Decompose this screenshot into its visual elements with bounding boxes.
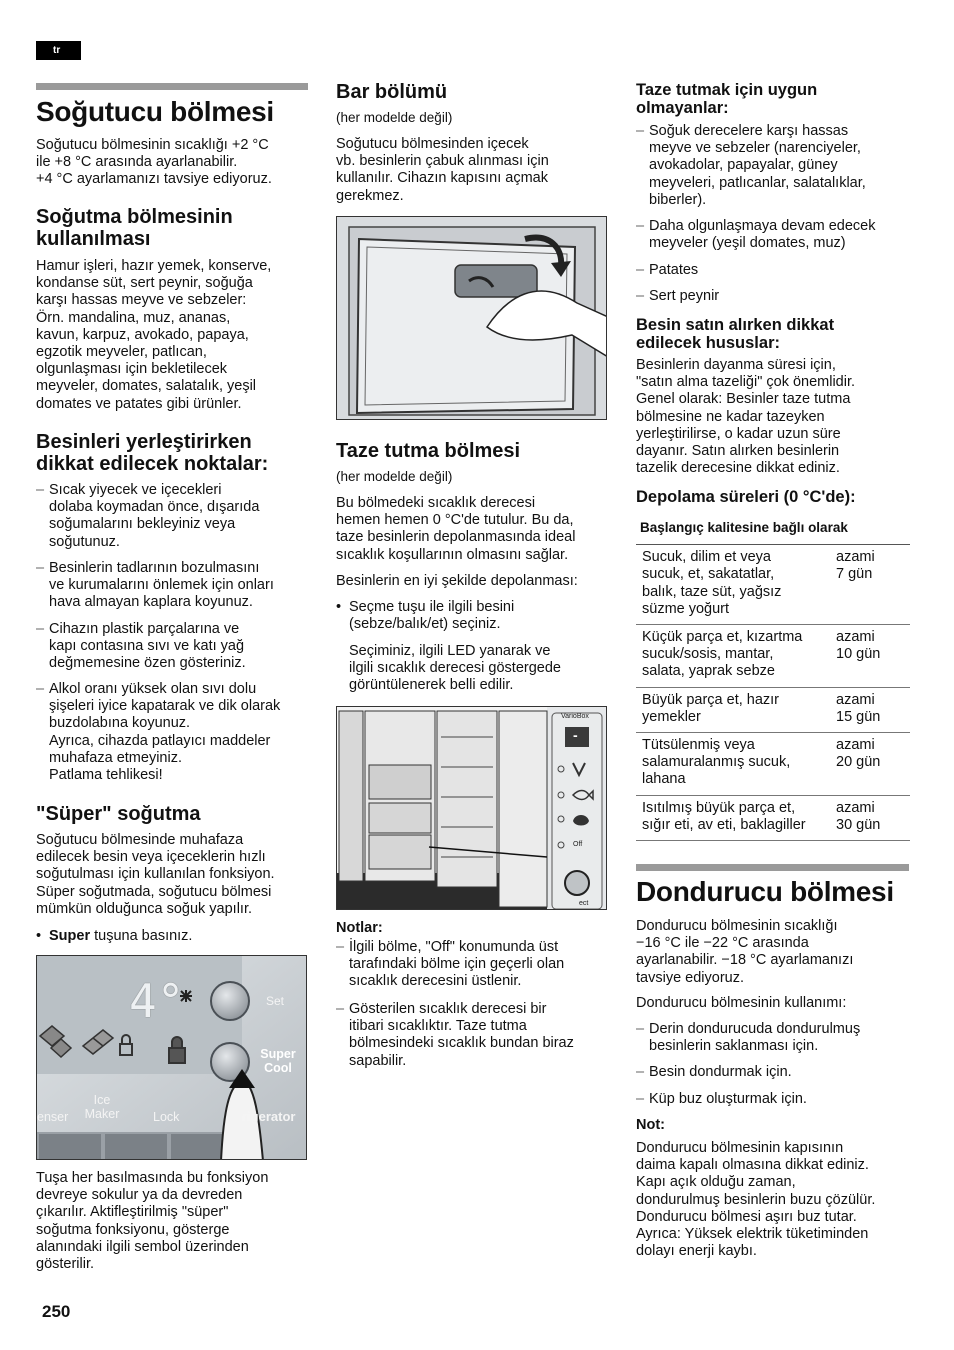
- text-line: ve kurumalarını önlemek için onları: [49, 577, 274, 594]
- text-line: salamuralanmış sucuk,: [642, 754, 791, 771]
- table-row: [636, 733, 910, 796]
- text-line: salata, yaprak sebze: [642, 663, 775, 680]
- text-line: soğumalarını bekleyiniz veya: [49, 516, 236, 533]
- text-line: Seçiminiz, ilgili LED yanarak ve: [349, 643, 551, 659]
- buying-text: [636, 357, 910, 477]
- text-line: 30 gün: [836, 816, 881, 833]
- bar-text: [336, 136, 608, 205]
- text-line: Dondurucu bölmesinin sıcaklığı: [636, 918, 838, 934]
- text-line: sucuk/sosis, mantar,: [642, 646, 774, 663]
- food-cell: [636, 795, 832, 840]
- text-line: hemen hemen 0 °C'de tutulur. Bu da,: [336, 512, 574, 529]
- text-line: Örn. mandalina, muz, ananas,: [36, 309, 231, 326]
- text-line: muhafaza etmeyiniz.: [49, 749, 182, 766]
- text-line: Küçük parça et, kızartma: [642, 629, 803, 646]
- heading-fresh-box: Taze tutma bölmesi: [336, 440, 521, 462]
- text-line: yerleştirilirse, o kadar uzun süre: [636, 425, 841, 442]
- text-line: hava almayan kaplara koyunuz.: [49, 594, 253, 611]
- text-line: devreye sokulur ya da devreden: [36, 1187, 243, 1204]
- table-row: [636, 545, 910, 625]
- text-line: – Daha olgunlaşmaya devam edecek: [649, 218, 876, 234]
- text-line: ilgili sıcaklık derecesi göstergede: [349, 660, 561, 677]
- fridge-interior-illustration: [337, 707, 607, 910]
- text-line: dayanır. Satın alırken besinlerin: [636, 443, 840, 460]
- freezer-use-item: [636, 1021, 919, 1055]
- text-line: kullanılır. Cihazın kapısını açmak: [336, 170, 548, 187]
- note-item: [336, 939, 617, 991]
- super-cool-panel-figure: [36, 955, 307, 1160]
- text-line: (sebze/balık/et) seçiniz.: [349, 616, 501, 633]
- fresh-bullet: [336, 599, 611, 633]
- duration-cell: [832, 625, 910, 688]
- text-line: soğutma fonksiyonu, gösterge: [36, 1221, 230, 1238]
- text-line: sıcaklık derecesini üstlenir.: [349, 973, 522, 990]
- text-line: soğutunuz.: [49, 533, 120, 550]
- super-bullet: • Super tuşuna basınız.: [36, 928, 309, 945]
- text-line: buzdolabına koyunuz.: [49, 715, 191, 732]
- text-line: tazelik derecesine dikkat ediniz.: [636, 460, 840, 477]
- food-cell: [636, 625, 832, 688]
- text-line: Dondurucu bölmesinin kapısının: [636, 1140, 844, 1156]
- text-line: sığır eti, av eti, baklagiller: [642, 816, 806, 833]
- freezer-use-item: [636, 1064, 919, 1081]
- text-line: Patlama tehlikesi!: [49, 767, 163, 784]
- text-line: meyveler (yeşil domates, muz): [649, 235, 846, 252]
- freezer-intro: [636, 918, 910, 987]
- set-button[interactable]: [211, 982, 249, 1020]
- text-line: tavsiye ediyoruz.: [636, 969, 744, 986]
- text-line: daima kapalı olmasına dikkat ediniz.: [636, 1157, 869, 1174]
- unsuitable-item: [636, 288, 919, 305]
- text-line: lahana: [642, 771, 686, 788]
- ice-maker-label: Ice Maker: [84, 1093, 120, 1121]
- text-line: Sucuk, dilim et veya: [642, 549, 771, 566]
- heading-storage: Depolama süreleri (0 °C'de):: [636, 488, 856, 506]
- text-line: kondanse süt, sert peynir, soğuğa: [36, 275, 253, 292]
- text-line: Süper soğutmada, soğutucu bölmesi: [36, 883, 272, 900]
- heading-super-cool: "Süper" soğutma: [36, 803, 201, 825]
- text-line: – Soğuk derecelere karşı hassas: [649, 123, 849, 139]
- bar-door-illustration: [337, 217, 607, 420]
- text-line: soğutulması için kullanılan fonksiyon.: [36, 866, 275, 883]
- text-line: Soğutucu bölmesinin sıcaklığı +2 °C: [36, 137, 269, 153]
- text-line: sucuk, et, sakatatlar,: [642, 566, 775, 583]
- section-title-fridge: Soğutucu bölmesi: [36, 96, 274, 127]
- text-line: – Küp buz oluşturmak için.: [649, 1091, 807, 1107]
- text-line: besinlerin saklanması için.: [649, 1038, 819, 1055]
- text-line: olmayanlar:: [636, 99, 729, 117]
- page-number: 250: [42, 1302, 71, 1321]
- text-line: yemekler: [642, 708, 701, 725]
- text-line: Hamur işleri, hazır yemek, konserve,: [36, 258, 272, 274]
- fresh-text: [336, 495, 608, 564]
- text-line: azami: [836, 549, 875, 566]
- text-line: bölmesine ne kadar tazeyken: [636, 408, 825, 425]
- text-line: "satın alma tazeliği" çok önemlidir.: [636, 374, 856, 391]
- text-line: – Gösterilen sıcaklık derecesi bir: [349, 1001, 547, 1017]
- off-label: Off: [573, 841, 583, 848]
- unsuitable-item: [636, 218, 919, 252]
- text-line: Bu bölmedeki sıcaklık derecesi: [336, 495, 536, 511]
- usage-text: [36, 258, 308, 413]
- text-line: 20 gün: [836, 754, 881, 771]
- text-line: dondurulmuş besinlerin buzu çözülür.: [636, 1191, 876, 1208]
- storage-table-header: Başlangıç kalitesine bağlı olarak: [636, 511, 910, 545]
- text-line: azami: [836, 737, 875, 754]
- variobox-label: VarioBox: [561, 713, 589, 720]
- fridge-intro: [36, 137, 308, 189]
- text-line: – Patates: [649, 262, 699, 278]
- text-line: biberler).: [649, 191, 707, 208]
- table-row: [636, 625, 910, 688]
- text-line: – Sert peynir: [649, 288, 720, 304]
- text-line: Besinleri yerleştirirken: [36, 431, 252, 453]
- bar-flap-handle[interactable]: [455, 265, 537, 297]
- text-line: −16 °C ile −22 °C arasında: [636, 935, 809, 952]
- text-line: dikkat edilecek noktalar:: [36, 453, 269, 475]
- temperature-display: 4°: [129, 974, 185, 1028]
- text-line: Soğutucu bölmesinde muhafaza: [36, 832, 244, 848]
- duration-cell: [832, 733, 910, 796]
- note-item: [36, 482, 314, 551]
- note-item: [36, 560, 314, 612]
- heading-buying: [636, 316, 910, 352]
- note-item: [36, 621, 314, 673]
- super-text: [36, 832, 308, 918]
- text-line: • Seçme tuşu ile ilgili besini: [349, 599, 515, 615]
- text-line: taze besinlerin depolanmasında ideal: [336, 529, 576, 546]
- text-line: – Besinlerin tadlarının bozulmasını: [49, 560, 260, 576]
- text-line: Soğutma bölmesinin: [36, 206, 233, 228]
- text-line: egzotik meyveler, patlıcan,: [36, 344, 207, 361]
- heading-placement-notes: [36, 431, 308, 475]
- unsuitable-item: [636, 262, 919, 279]
- super-after-text: [36, 1170, 308, 1273]
- unsuitable-item: [636, 123, 919, 209]
- text-line: Kapı açık olduğu zaman,: [636, 1174, 796, 1191]
- freezer-use-item: [636, 1091, 919, 1108]
- section-rule: [636, 864, 909, 871]
- text-line: domates ve patates gibi ürünler.: [36, 395, 242, 412]
- text-line: tarafındaki bölme için geçerli olan: [349, 956, 565, 973]
- duration-cell: [832, 545, 910, 625]
- text-line: – Derin dondurucuda dondurulmuş: [649, 1021, 861, 1037]
- dispenser-label: enser: [37, 1110, 69, 1124]
- text-line: kavun, karpuz, avokado, papaya,: [36, 326, 249, 343]
- text-line: azami: [836, 629, 875, 646]
- language-tab: tr: [36, 41, 81, 60]
- text-line: kapı contasına sıvı ve katı yağ: [49, 638, 245, 655]
- text-line: Tütsülenmiş veya: [642, 737, 755, 754]
- text-line: karşı hassas meyve ve sebzeler:: [36, 292, 247, 309]
- text-line: çıkarılır. Aktifleştirilmiş "süper": [36, 1204, 229, 1221]
- duration-cell: [832, 687, 910, 732]
- text-line: – Sıcak yiyecek ve içecekleri: [49, 482, 222, 498]
- lock-label: Lock: [153, 1110, 180, 1124]
- notes-title: Notlar:: [336, 920, 383, 936]
- text-line: Besinlerin dayanma süresi için,: [636, 357, 836, 373]
- variobox-minus: -: [573, 727, 578, 743]
- text-line: Dondurucu bölmesi aşırı buz tutar.: [636, 1208, 857, 1225]
- text-line: vb. besinlerin çabuk alınması için: [336, 153, 549, 170]
- lock-icon: [169, 1037, 185, 1063]
- text-line: sıcaklık koşullarının olmasını sağlar.: [336, 546, 569, 563]
- super-label: Super Cool: [260, 1047, 296, 1075]
- bar-subtitle: (her modelde değil): [336, 110, 453, 125]
- text-line: dolaba koymadan önce, dışarıda: [49, 499, 260, 516]
- text-line: avokadolar, papayalar, güney: [649, 157, 838, 174]
- storage-table: [636, 511, 910, 841]
- text-line: Besin satın alırken dikkat: [636, 316, 835, 334]
- text-line: Soğutucu bölmesinden içecek: [336, 136, 529, 152]
- text-line: – Alkol oranı yüksek olan sıvı dolu: [49, 681, 257, 697]
- heading-unsuitable: [636, 81, 910, 117]
- fresh-subtitle: (her modelde değil): [336, 469, 453, 484]
- text-line: +4 °C ayarlamanızı tavsiye ediyoruz.: [36, 171, 272, 188]
- fresh-best: Besinlerin en iyi şekilde depolanması:: [336, 573, 578, 589]
- text-line: Isıtılmış büyük parça et,: [642, 799, 796, 816]
- text-line: ayarlanabilir. −18 °C ayarlamanızı: [636, 952, 854, 969]
- text-line: şişeleri iyice kapatarak ve dik olarak: [49, 698, 281, 715]
- text-line: Tuşa her basılmasında bu fonksiyon: [36, 1170, 269, 1186]
- text-line: – Cihazın plastik parçalarına ve: [49, 621, 240, 637]
- text-line: Ayrıca, cihazda patlayıcı maddeler: [49, 732, 271, 749]
- food-cell: [636, 687, 832, 732]
- text-line: değmemesine özen gösteriniz.: [49, 655, 246, 672]
- text-line: balık, taze süt, yağsız: [642, 583, 782, 600]
- select-button[interactable]: [565, 871, 589, 895]
- text-line: görüntülenerek belli edilir.: [349, 677, 514, 694]
- text-line: süzme yoğurt: [642, 600, 730, 617]
- freezer-usage-title: Dondurucu bölmesinin kullanımı:: [636, 995, 847, 1011]
- food-cell: [636, 733, 832, 796]
- text-line: edilecek besin veya içeceklerin hızlı: [36, 849, 266, 866]
- select-label: ect: [579, 900, 589, 907]
- text-line: alanındaki ilgili sembol üzerinden: [36, 1238, 249, 1255]
- note-item: [36, 681, 321, 784]
- text-line: itibari sıcaklıktır. Taze tutma: [349, 1018, 527, 1035]
- variobox-figure: [336, 706, 607, 910]
- section-rule: [36, 83, 308, 90]
- food-cell: [636, 545, 832, 625]
- text-line: gösterilir.: [36, 1256, 95, 1273]
- text-line: olgunlaşması için bekletilecek: [36, 361, 228, 378]
- text-line: kullanılması: [36, 228, 151, 250]
- fresh-selection-text: [349, 643, 611, 695]
- text-line: meyveleri, patlıcanlar, salatalıklar,: [649, 174, 866, 191]
- text-line: 7 gün: [836, 566, 873, 583]
- text-line: azami: [836, 691, 875, 708]
- not-title: Not:: [636, 1117, 665, 1133]
- heading-usage: [36, 206, 308, 250]
- table-row: [636, 687, 910, 732]
- table-row: [636, 795, 910, 840]
- refrigerator-label: rigerator: [242, 1109, 296, 1124]
- text-line: 10 gün: [836, 646, 881, 663]
- text-line: meyveler, domates, salatalık, yeşil: [36, 378, 257, 395]
- text-line: Ayrıca: Yüksek elektrik tüketiminden: [636, 1226, 869, 1243]
- freezer-note-text: [636, 1140, 910, 1260]
- text-line: Genel olarak: Besinler taze tutma: [636, 391, 851, 408]
- set-label: Set: [266, 994, 285, 1008]
- text-line: Büyük parça et, hazır: [642, 691, 780, 708]
- text-line: meyve ve sebzeler (narenciyeler,: [649, 140, 861, 157]
- heading-bar: Bar bölümü: [336, 81, 448, 103]
- text-line: dolayı enerji kaybı.: [636, 1243, 757, 1260]
- text-line: azami: [836, 799, 875, 816]
- text-line: 15 gün: [836, 708, 881, 725]
- text-line: sapabilir.: [349, 1052, 407, 1069]
- text-line: gerekmez.: [336, 187, 404, 204]
- text-line: mümkün olduğunca soğuk yapılır.: [36, 900, 253, 917]
- text-line: – Besin dondurmak için.: [649, 1064, 792, 1080]
- text-line: Taze tutmak için uygun: [636, 81, 818, 99]
- bar-door-figure: [336, 216, 607, 420]
- text-line: bölmesindeki sıcaklık bundan biraz: [349, 1035, 574, 1052]
- text-line: ile +8 °C arasında ayarlanabilir.: [36, 154, 238, 171]
- text-line: edilecek hususlar:: [636, 334, 780, 352]
- note-item: [336, 1001, 617, 1070]
- text-line: – İlgili bölme, "Off" konumunda üst: [349, 939, 559, 955]
- duration-cell: [832, 795, 910, 840]
- section-title-freezer: Dondurucu bölmesi: [636, 876, 894, 907]
